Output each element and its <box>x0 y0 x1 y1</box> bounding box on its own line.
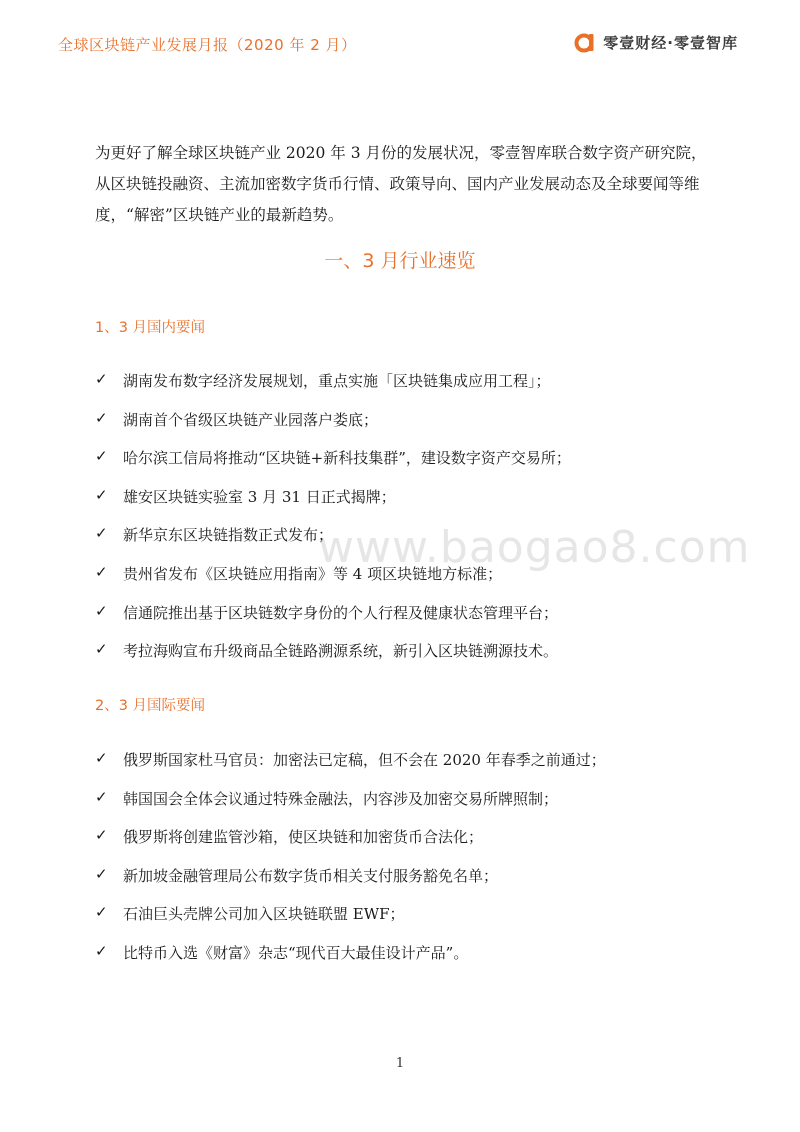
check-icon: ✓ <box>95 941 108 960</box>
list-item <box>95 409 715 448</box>
list-item-text: 贵州省发布《区块链应用指南》等 4 项区块链地方标准； <box>123 564 503 583</box>
watermark: www.baogao8.com <box>318 522 751 573</box>
check-icon: ✓ <box>95 864 108 883</box>
check-icon: ✓ <box>95 903 108 922</box>
domestic-news-heading: 1、3 月国内要闻 <box>95 320 206 336</box>
list-item-text: 哈尔滨工信局将推动“区块链+新科技集群”，建设数字资产交易所； <box>123 449 571 468</box>
list-item-text: 比特币入选《财富》杂志“现代百大最佳设计产品”。 <box>123 943 469 962</box>
report-header-title: 全球区块链产业发展月报（2020 年 2 月） <box>58 36 357 54</box>
check-icon: ✓ <box>95 640 108 659</box>
list-item <box>95 903 715 942</box>
list-item <box>95 447 715 486</box>
check-icon: ✓ <box>95 447 108 466</box>
list-item-text: 新华京东区块链指数正式发布； <box>123 526 334 545</box>
check-icon: ✓ <box>95 826 108 845</box>
brand-logo-icon <box>574 31 596 53</box>
list-item <box>95 524 715 563</box>
list-item-text: 雄安区块链实验室 3 月 31 日正式揭牌； <box>123 487 396 506</box>
list-item-text: 石油巨头壳牌公司加入区块链联盟 EWF； <box>123 905 405 924</box>
list-item-text: 俄罗斯将创建监管沙箱，使区块链和加密货币合法化； <box>123 828 484 847</box>
check-icon: ✓ <box>95 749 108 767</box>
check-icon: ✓ <box>95 601 108 620</box>
list-item-text: 湖南首个省级区块链产业园落户娄底； <box>123 410 379 429</box>
international-news-list <box>95 749 715 981</box>
list-item <box>95 640 715 679</box>
list-item <box>95 865 715 904</box>
section-title: 一、3 月行业速览 <box>324 250 476 272</box>
intro-paragraph: 为更好了解全球区块链产业 2020 年 3 月份的发展状况，零壹智库联合数字资产研究院，从区块链投融资、主流加密数字货币行情、政策导向、国内产业发展动态及全球要闻等维度，“解密”区块链产业的最新趋势。 <box>95 144 707 224</box>
check-icon: ✓ <box>95 408 108 427</box>
check-icon: ✓ <box>95 370 108 388</box>
domestic-news-list <box>95 370 715 679</box>
list-item-text: 韩国国会全体会议通过特殊金融法，内容涉及加密交易所牌照制； <box>123 789 559 808</box>
brand-name: 零壹财经·零壹智库 <box>603 33 738 52</box>
list-item <box>95 788 715 827</box>
list-item-text: 湖南发布数字经济发展规划，重点实施「区块链集成应用工程」； <box>123 372 551 390</box>
brand-logo-group <box>574 31 738 53</box>
list-item <box>95 826 715 865</box>
page-number: 1 <box>395 1056 405 1071</box>
list-item <box>95 563 715 602</box>
list-item <box>95 749 715 788</box>
list-item-text: 信通院推出基于区块链数字身份的个人行程及健康状态管理平台； <box>123 603 559 622</box>
list-item-text: 考拉海购宣布升级商品全链路溯源系统，新引入区块链溯源技术。 <box>123 642 559 661</box>
check-icon: ✓ <box>95 524 108 543</box>
list-item <box>95 370 715 409</box>
list-item-text: 新加坡金融管理局公布数字货币相关支付服务豁免名单； <box>123 866 499 885</box>
list-item-text: 俄罗斯国家杜马官员：加密法已定稿，但不会在 2020 年春季之前通过； <box>123 751 606 769</box>
check-icon: ✓ <box>95 485 108 504</box>
list-item <box>95 602 715 641</box>
check-icon: ✓ <box>95 787 108 806</box>
check-icon: ✓ <box>95 562 108 581</box>
list-item <box>95 486 715 525</box>
list-item <box>95 942 715 981</box>
international-news-heading: 2、3 月国际要闻 <box>95 698 206 714</box>
